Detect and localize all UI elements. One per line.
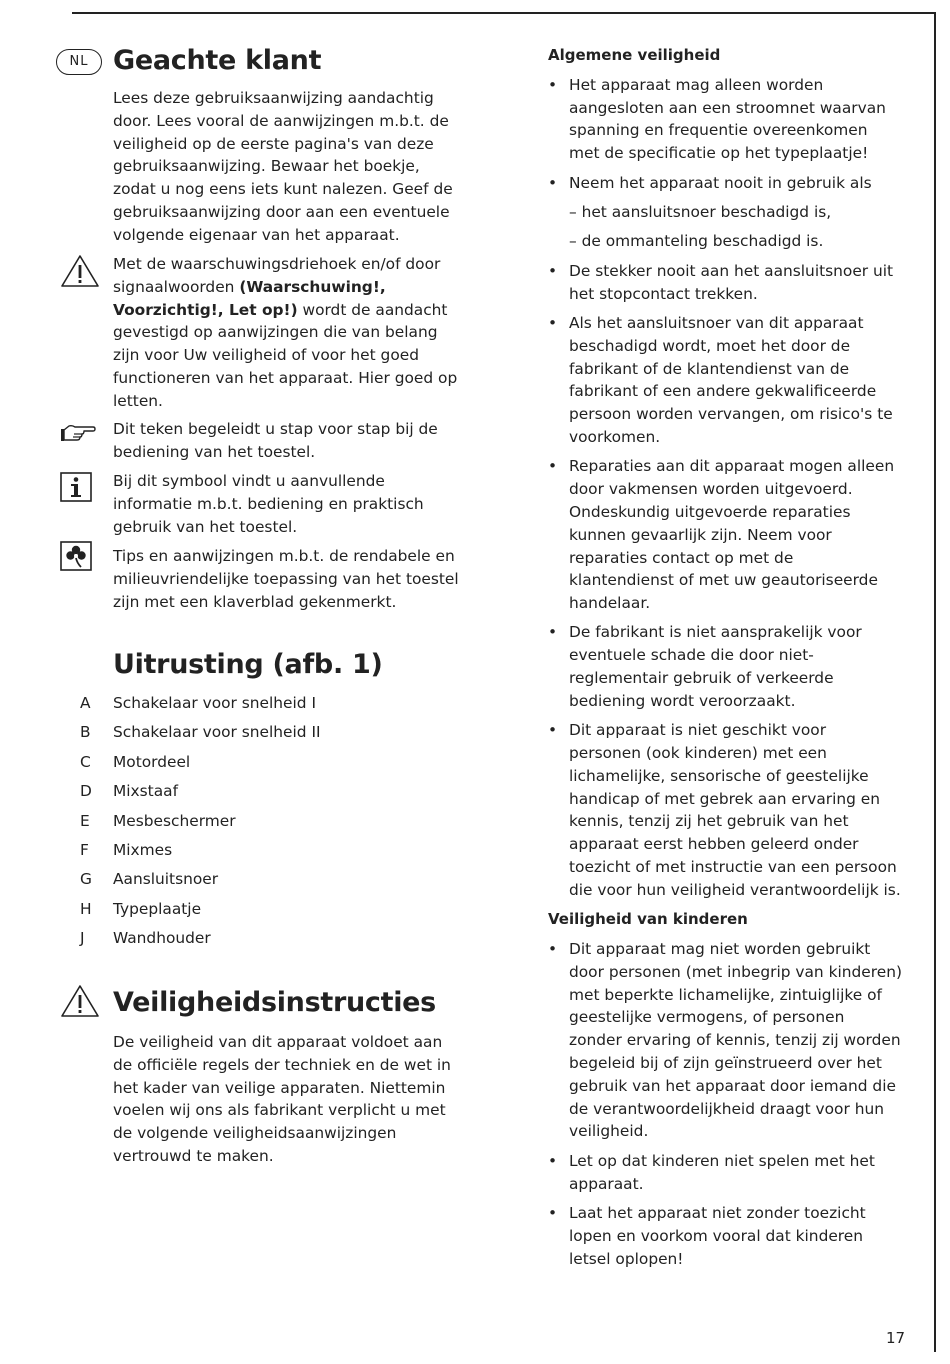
list-item — [548, 621, 902, 712]
list-item-text: Dit apparaat is niet geschikt voor personen (ook kinderen) met een lichamelijke, sensorische of geestelijke handicap of met gebrek aan ervaring en kennis, tenzij zij het gebruik van het apparaat eerst hebben geleerd onder toezicht of met instructie van een persoon die voor hun veiligheid verantwoordelijk is. — [569, 721, 901, 899]
child-safety-heading: Veiligheid van kinderen — [548, 910, 748, 929]
warning-text-pre: Met de waarschuwingsdriehoek en/of door signaalwoorden — [113, 255, 441, 296]
equipment-title: Uitrusting (afb. 1) — [113, 649, 383, 680]
equipment-item — [58, 927, 478, 956]
list-item-text: Als het aansluitsnoer van dit apparaat beschadigd wordt, moet het door de fabrikant of de klantendienst van de fabrikant of een andere gekwalificeerde persoon worden vervangen, om risico's te voorkomen. — [569, 313, 893, 446]
equipment-item-name: Schakelaar voor snelheid I — [113, 694, 316, 712]
bullet-point: • — [548, 261, 558, 280]
equipment-item-name: Mixstaaf — [113, 782, 178, 801]
equipment-item-letter: C — [80, 752, 91, 771]
bullet-point: • — [548, 623, 558, 642]
list-item — [548, 719, 902, 901]
clover-paragraph: Tips en aanwijzingen m.b.t. de rendabele en milieuvriendelijke toepassing van het toestel zijn met een klaverblad gekenmerkt. — [113, 547, 459, 611]
warning-paragraph — [113, 253, 465, 413]
general-safety-list — [548, 74, 902, 195]
hand-paragraph: Dit teken begeleidt u stap voor stap bij de bediening van het toestel. — [113, 420, 438, 461]
list-item-text: Laat het apparaat niet zonder toezicht lopen en voorkom vooral dat kinderen letsel oplopen! — [569, 1203, 866, 1268]
general-safety-heading: Algemene veiligheid — [548, 46, 721, 64]
bullet-point: • — [548, 1151, 558, 1170]
bullet-point: • — [548, 940, 558, 959]
right-column — [548, 44, 902, 1277]
sub-item: – de ommanteling beschadigd is. — [569, 232, 824, 251]
list-item — [548, 74, 902, 165]
warning-triangle-icon — [60, 254, 100, 288]
intro-title: Geachte klant — [113, 45, 322, 76]
info-icon — [60, 472, 92, 502]
equipment-item-letter: H — [80, 899, 92, 918]
equipment-item — [58, 721, 478, 750]
equipment-item — [58, 810, 478, 839]
list-item — [548, 1150, 902, 1196]
list-item-text: De fabrikant is niet aansprakelijk voor eventuele schade die door niet-reglementair gebruik of verkeerde bediening wordt veroorzaakt. — [569, 623, 862, 710]
general-safety-list-rest — [548, 260, 902, 902]
list-item-text: Het apparaat mag alleen worden aangesloten aan een stroomnet waarvan spanning en frequentie overeenkomen met de specificatie op het typeplaatje! — [569, 75, 886, 163]
equipment-item-name: Mesbeschermer — [113, 811, 236, 830]
bullet-point: • — [548, 721, 558, 740]
sub-item: – het aansluitsnoer beschadigd is, — [569, 202, 832, 221]
page-frame-top-rule — [72, 12, 936, 14]
equipment-item-letter: D — [80, 782, 92, 801]
info-paragraph: Bij dit symbool vindt u aanvullende informatie m.b.t. bediening en praktisch gebruik van het toestel. — [113, 472, 424, 536]
bullet-point: • — [548, 1203, 558, 1222]
bullet-point: • — [548, 75, 558, 94]
equipment-item-letter: F — [80, 840, 89, 859]
list-item — [548, 312, 902, 449]
equipment-item-name: Motordeel — [113, 752, 191, 771]
safety-paragraph: De veiligheid van dit apparaat voldoet aan de officiële regels der techniek en de wet in het kader van veilige apparaten. Niettemin voelen wij ons als fabrikant verplicht u met de volgende veiligheidsaanwijzingen vertrouwd te maken. — [113, 1033, 451, 1165]
intro-paragraph: Lees deze gebruiksaanwijzing aandachtig door. Lees vooral de aanwijzingen m.b.t. de veiligheid op de eerste pagina's van deze gebruiksaanwijzing. Bewaar het boekje, zodat u nog eens iets kunt nalezen. Geef de gebruiksaanwijzing door aan een eventuele volgende eigenaar van het apparaat. — [113, 89, 453, 244]
equipment-item-letter: A — [80, 694, 91, 712]
page-number: 17 — [886, 1329, 906, 1347]
equipment-item — [58, 898, 478, 927]
equipment-item-letter: B — [80, 723, 91, 742]
clover-leaf-icon — [60, 541, 92, 571]
equipment-item-name: Aansluitsnoer — [113, 870, 219, 889]
list-item-text: Reparaties aan dit apparaat mogen alleen door vakmensen worden uitgevoerd. Ondeskundig uitgevoerde reparaties kunnen gevaarlijk zijn. Neem voor reparaties contact op met de klantendienst of met uw geautoriseerde handelaar. — [569, 457, 895, 613]
equipment-item-name: Schakelaar voor snelheid II — [113, 723, 321, 742]
equipment-item — [58, 692, 478, 721]
equipment-item — [58, 839, 478, 868]
child-safety-list — [548, 938, 902, 1270]
bullet-point: • — [548, 457, 558, 476]
bullet-point: • — [548, 173, 558, 192]
list-item — [548, 172, 902, 195]
list-item — [548, 455, 902, 615]
equipment-item-name: Typeplaatje — [113, 899, 202, 918]
equipment-item — [58, 780, 478, 809]
equipment-item — [58, 868, 478, 897]
signal-words: (Waarschuwing!, Voorzichtig!, Let op!) — [113, 277, 386, 319]
list-item — [548, 1202, 902, 1270]
list-item-text: Let op dat kinderen niet spelen met het apparaat. — [569, 1151, 875, 1193]
pointing-hand-icon — [60, 421, 96, 443]
list-item — [548, 260, 902, 306]
list-item-text: Dit apparaat mag niet worden gebruikt door personen (met inbegrip van kinderen) met beperkte lichamelijke, zintuiglijke of geestelijke vermogens, of personen zonder ervaring of kennis, tenzij zij worden begeleid bij of zijn geïnstrueerd over het gebruik van het apparaat door iemand die de verantwoordelijkheid draagt voor hun veiligheid. — [569, 940, 902, 1141]
equipment-item-name: Mixmes — [113, 840, 173, 859]
equipment-item-letter: G — [80, 870, 92, 889]
equipment-item-letter: E — [80, 811, 90, 830]
equipment-item-letter: J — [80, 929, 85, 948]
list-item — [548, 938, 902, 1143]
equipment-item-name: Wandhouder — [113, 929, 211, 948]
list-item-text: De stekker nooit aan het aansluitsnoer uit het stopcontact trekken. — [569, 261, 894, 303]
safety-title: Veiligheidsinstructies — [113, 987, 436, 1018]
warning-text-post: wordt de aandacht gevestigd op aanwijzingen die van belang zijn voor Uw veiligheid of voor het goed functioneren van het apparaat. Hier goed op letten. — [113, 300, 458, 410]
equipment-list — [58, 692, 478, 957]
equipment-item — [58, 751, 478, 780]
page-frame-right-rule — [934, 12, 936, 1352]
warning-triangle-icon — [60, 984, 100, 1018]
bullet-point: • — [548, 313, 558, 332]
list-item-text: Neem het apparaat nooit in gebruik als — [569, 173, 872, 192]
language-badge: NL — [56, 49, 102, 75]
